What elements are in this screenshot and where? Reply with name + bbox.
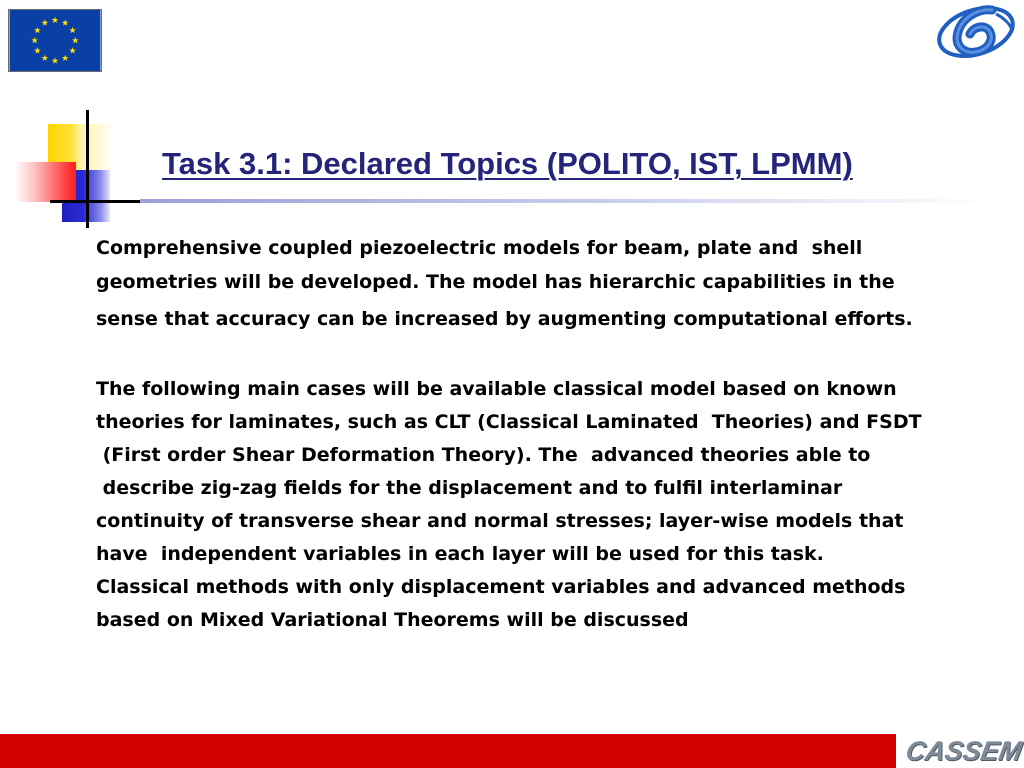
body-line: (First order Shear Deformation Theory). The advanced theories able to xyxy=(96,444,871,466)
body-line: continuity of transverse shear and normal stresses; layer-wise models that xyxy=(96,510,904,532)
body-line: describe zig-zag fields for the displacement and to fulfil interlaminar xyxy=(96,477,843,499)
body-line: Classical methods with only displacement variables and advanced methods xyxy=(96,576,906,598)
slide-title: Task 3.1: Declared Topics (POLITO, IST, LPMM) xyxy=(162,146,853,181)
body-line: theories for laminates, such as CLT (Classical Laminated Theories) and FSDT xyxy=(96,411,922,433)
decor-vertical-line xyxy=(86,110,89,228)
body-line: based on Mixed Variational Theorems will be discussed xyxy=(96,609,689,631)
title-underline-rule xyxy=(140,199,990,203)
decor-horizontal-line xyxy=(50,200,150,203)
decor-red-square xyxy=(14,162,76,202)
decorative-squares xyxy=(0,100,150,230)
body-line: geometries will be developed. The model has hierarchic capabilities in the xyxy=(96,271,895,293)
body-line: sense that accuracy can be increased by augmenting computational efforts. xyxy=(96,308,913,330)
cassem-logo: CASSEM xyxy=(903,736,1024,766)
body-line: have independent variables in each layer will be used for this task. xyxy=(96,543,824,565)
body-line: Comprehensive coupled piezoelectric models for beam, plate and shell xyxy=(96,237,863,259)
fp6-logo xyxy=(934,4,1018,58)
body-line: The following main cases will be available classical model based on known xyxy=(96,378,897,400)
footer-bar xyxy=(0,734,896,768)
eu-flag-logo xyxy=(8,9,102,72)
